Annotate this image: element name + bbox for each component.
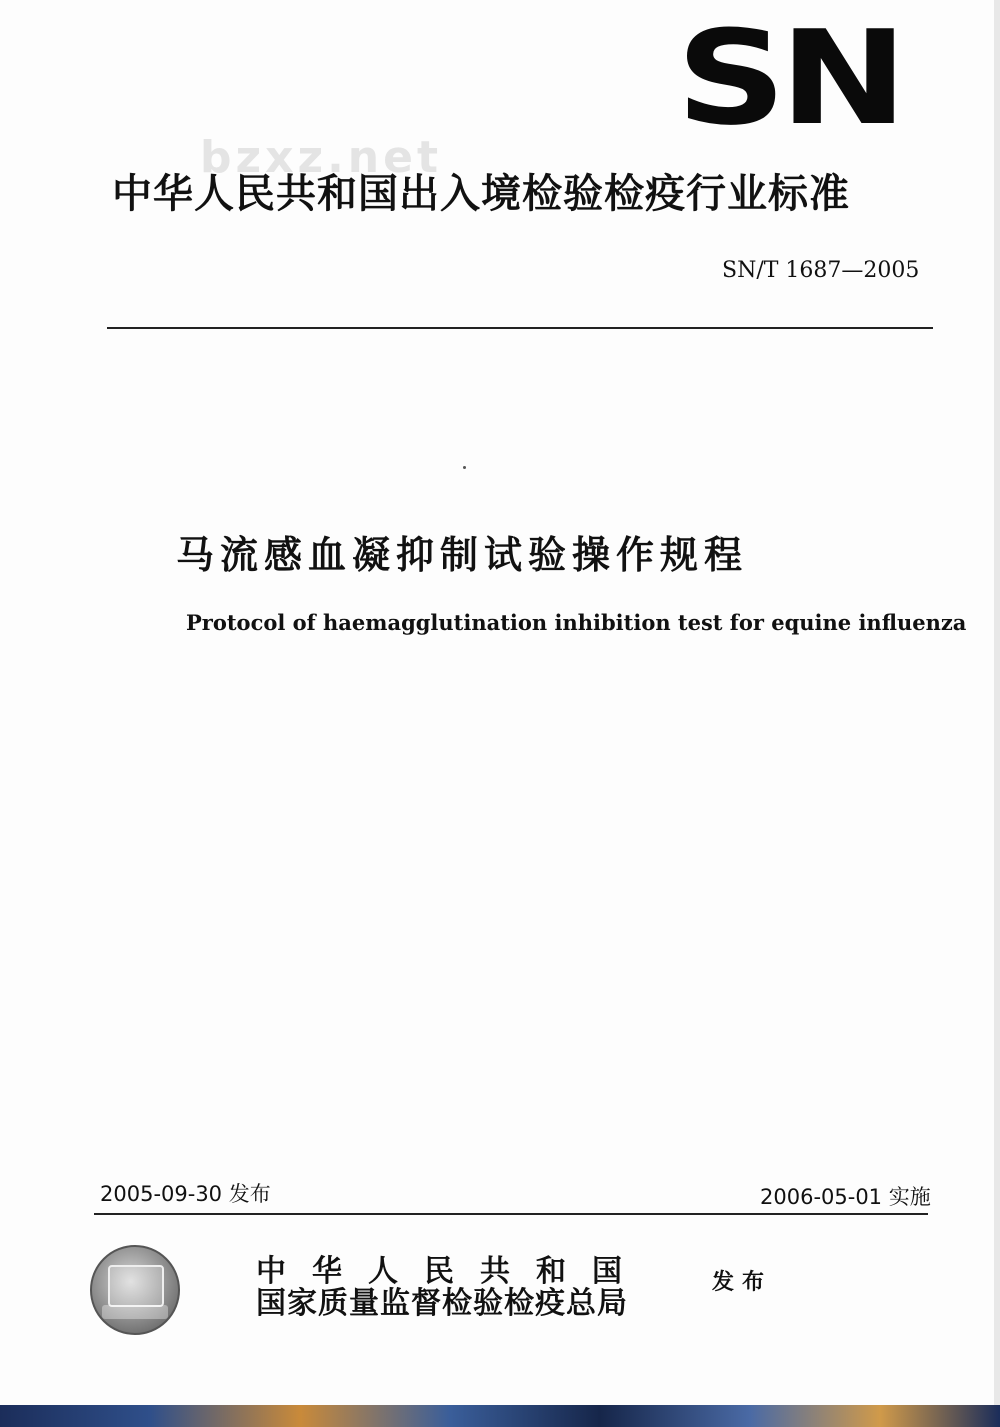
issuer-line-2: 国家质量监督检验检疫总局 xyxy=(256,1286,628,1321)
standard-code: SN/T 1687—2005 xyxy=(722,258,920,283)
issuer-line-1: 中华人民共和国 xyxy=(256,1254,648,1289)
anti-counterfeit-seal-icon xyxy=(90,1245,180,1335)
implement-date: 2006-05-01 实施 xyxy=(760,1185,931,1209)
cover-image-strip xyxy=(0,1405,1000,1427)
footer-divider xyxy=(94,1213,928,1215)
issue-date: 2005-09-30 发布 xyxy=(100,1182,271,1206)
header-divider xyxy=(107,327,933,329)
watermark: bzxz.net xyxy=(200,132,443,183)
sn-logo: SN xyxy=(676,2,901,154)
document-title-en: Protocol of haemagglutination inhibition test for equine influenza xyxy=(186,610,967,635)
seal-band xyxy=(102,1305,168,1319)
organization-title: 中华人民共和国出入境检验检疫行业标准 xyxy=(112,171,850,217)
page-edge xyxy=(994,0,1000,1405)
document-title-cn: 马流感血凝抑制试验操作规程 xyxy=(176,533,749,577)
publish-label: 发布 xyxy=(712,1270,773,1295)
seal-emblem xyxy=(108,1265,164,1307)
speck xyxy=(463,466,466,469)
